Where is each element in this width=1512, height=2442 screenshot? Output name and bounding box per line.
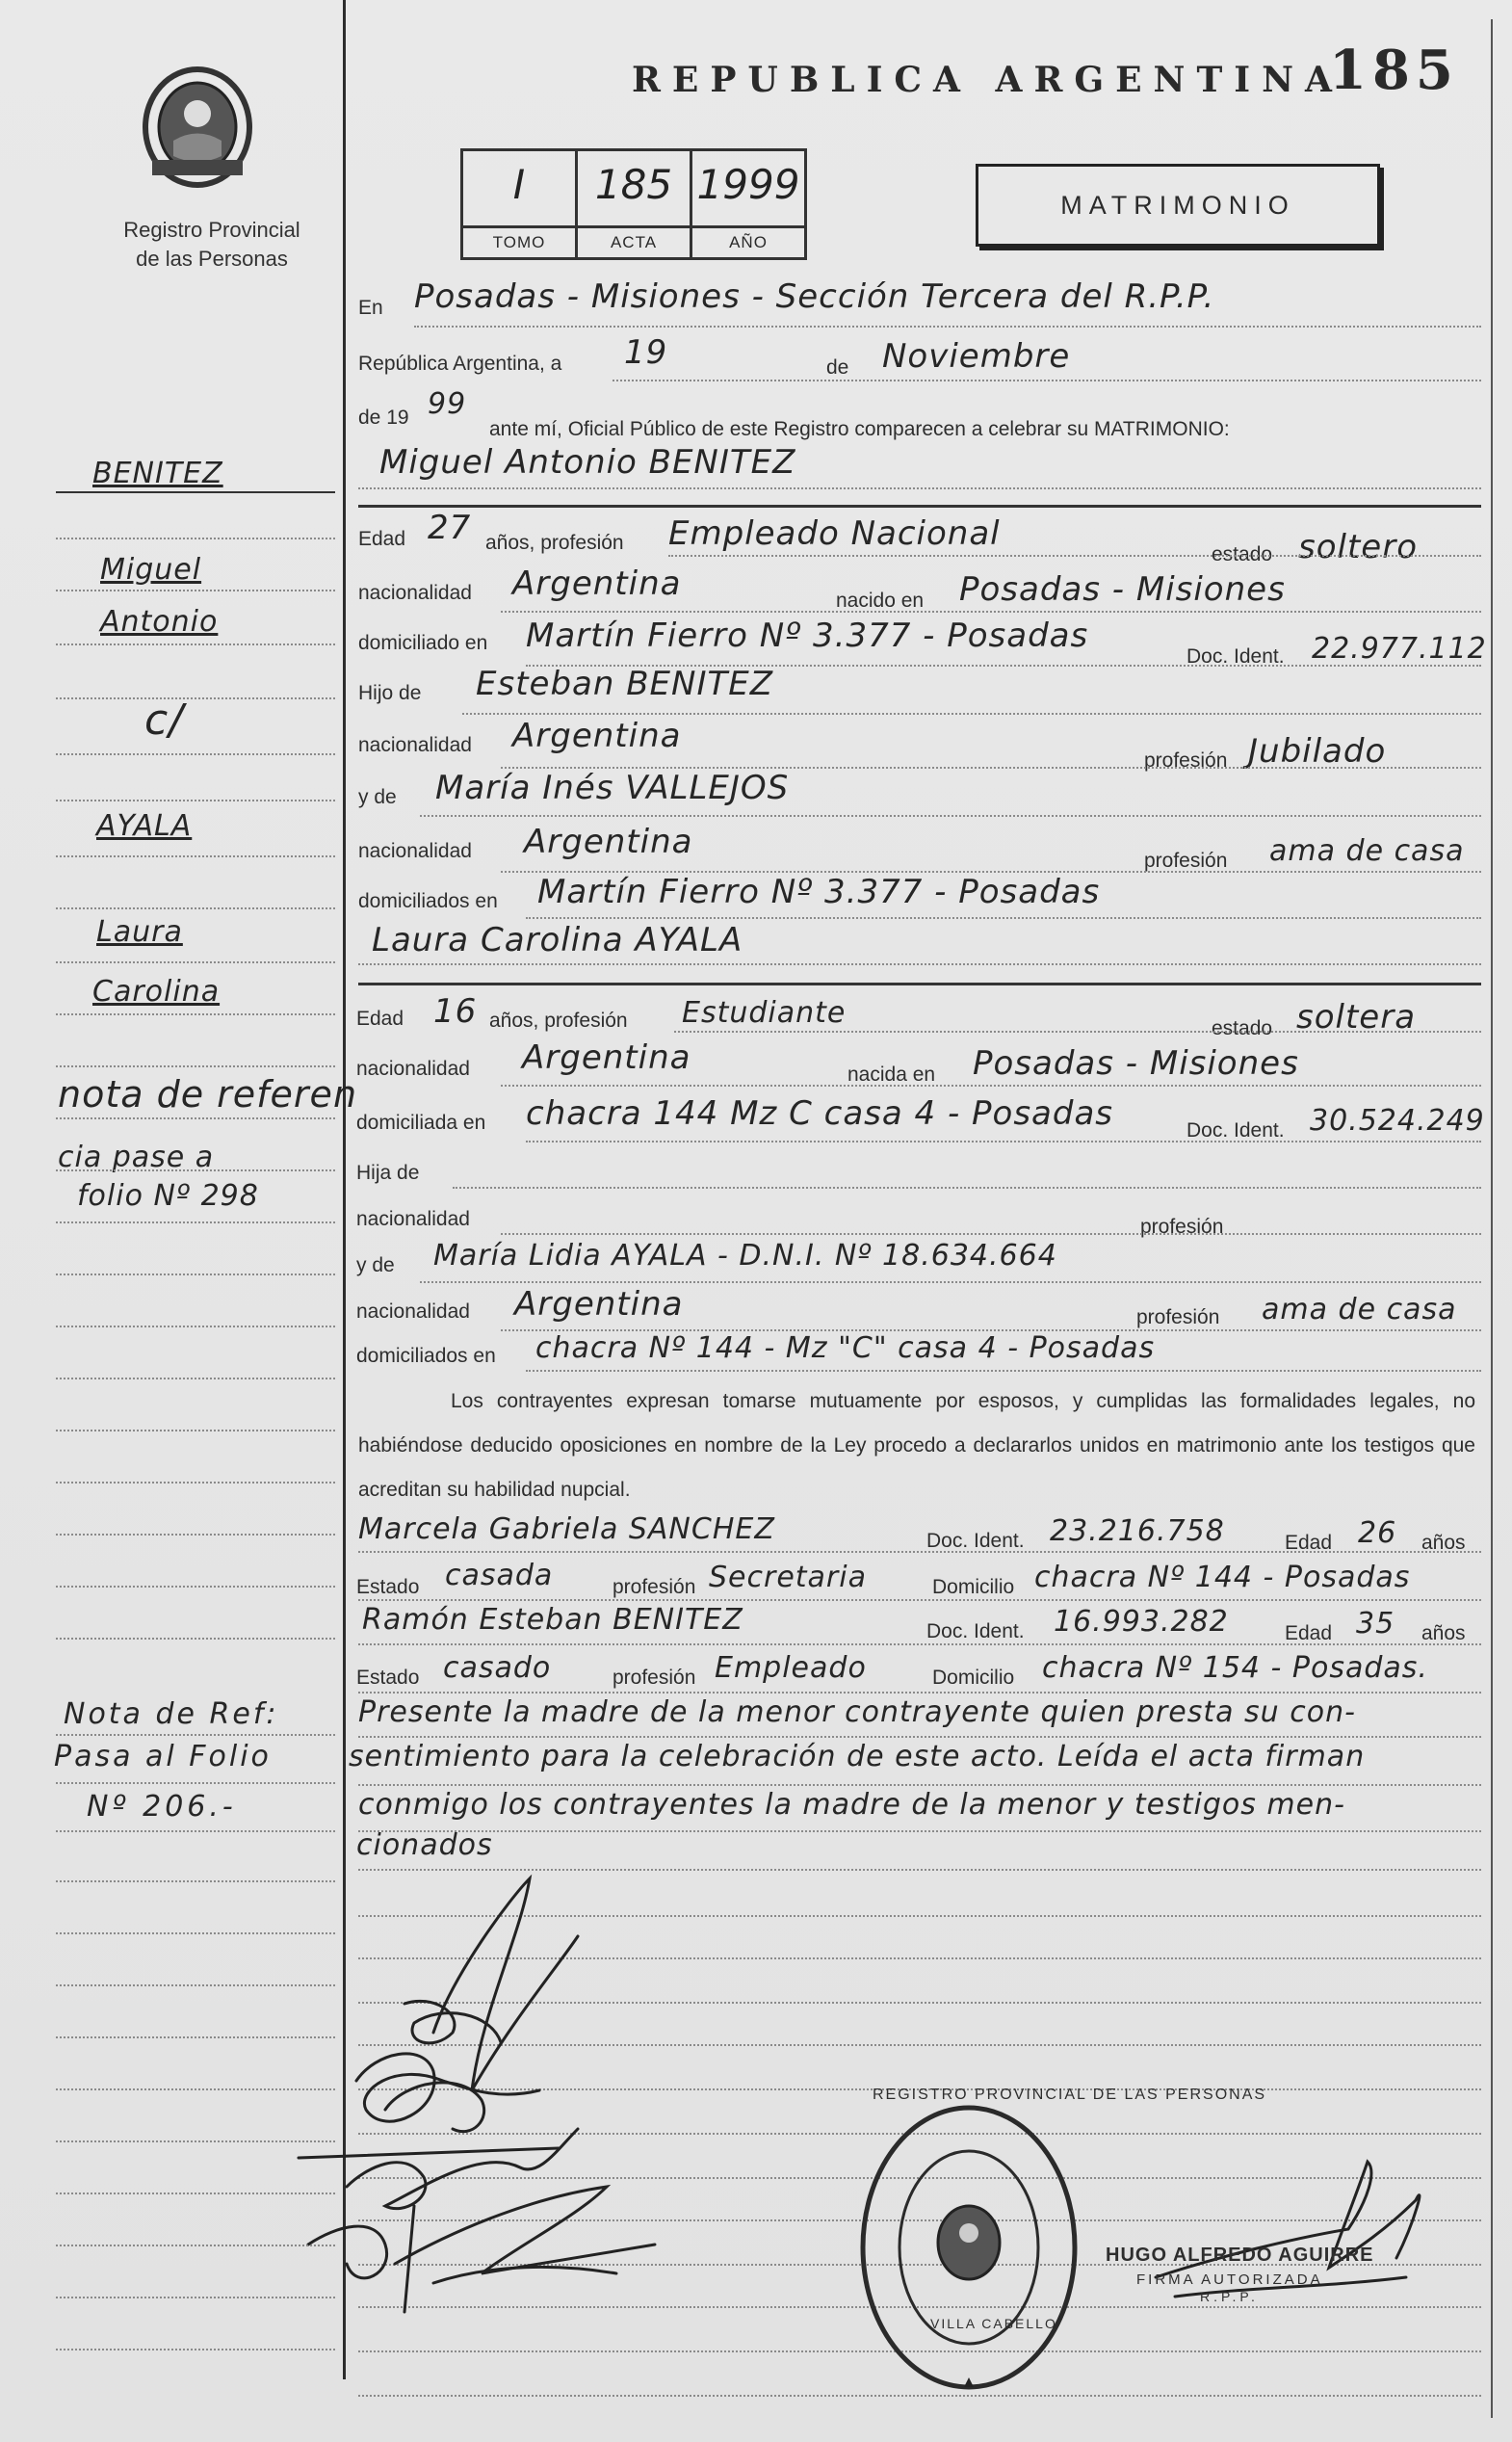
acta-label: ACTA	[578, 225, 690, 257]
tomo-cell	[463, 151, 578, 257]
ano-cell	[692, 151, 804, 257]
margin-bride-surname: AYALA	[96, 809, 193, 843]
official-signature	[1136, 2142, 1445, 2335]
groom-mother: María Inés VALLEJOS	[435, 769, 790, 807]
bride-nationality: Argentina	[522, 1038, 691, 1077]
witness2-estado: casado	[443, 1651, 552, 1685]
signatures-drawing	[289, 1859, 828, 2341]
witness1-address: chacra Nº 144 - Posadas	[1034, 1561, 1411, 1594]
groom-mother-nat-label: nacionalidad	[358, 840, 472, 862]
official-name: HUGO ALFREDO AGUIRRE	[1106, 2245, 1374, 2266]
groom-hijo-label: Hijo de	[358, 682, 422, 704]
bride-mother: María Lidia AYALA - D.N.I. Nº 18.634.664	[433, 1239, 1057, 1273]
stamp-inner-text: VILLA CABELLO	[930, 2316, 1057, 2331]
groom-doc-label: Doc. Ident.	[1186, 645, 1285, 668]
groom-mother-profession: ama de casa	[1269, 834, 1465, 868]
declaration-text: Los contrayentes expresan tomarse mutuamente por esposos, y cumplidas las formalidades legales, no habiéndose deducido oposiciones en nombre de la Ley procedo a declararlos unidos en matrimonio ante los testigos que acreditan su habilidad nupcial.	[358, 1390, 1475, 1501]
notes-line-3: conmigo los contrayentes la madre de la menor y testigos men-	[358, 1788, 1345, 1822]
bride-name: Laura Carolina AYALA	[372, 921, 743, 959]
bride-civil-status: soltera	[1296, 998, 1417, 1037]
witness1-dom-label: Domicilio	[932, 1576, 1015, 1598]
bride-anos-label: años, profesión	[489, 1010, 628, 1032]
witness1-anos-label: años	[1421, 1532, 1466, 1554]
bride-mother-nationality: Argentina	[514, 1285, 684, 1324]
groom-father-nationality: Argentina	[512, 717, 682, 755]
notes-line-1: Presente la madre de la menor contrayente quien presta su con-	[358, 1695, 1356, 1729]
tomo-label: TOMO	[463, 225, 575, 257]
bride-profession: Estudiante	[682, 996, 847, 1030]
bride-age: 16	[433, 992, 478, 1031]
margin-bride-second: Carolina	[92, 975, 221, 1009]
bride-doc-label: Doc. Ident.	[1186, 1119, 1285, 1142]
witness2-anos-label: años	[1421, 1622, 1466, 1644]
groom-parents-address: Martín Fierro Nº 3.377 - Posadas	[537, 873, 1101, 911]
de-label: de	[826, 356, 849, 379]
witness2-doc-label: Doc. Ident.	[926, 1620, 1025, 1642]
witness2-prof-label: profesión	[613, 1667, 696, 1689]
groom-edad-label: Edad	[358, 528, 406, 550]
province-seal-icon	[135, 64, 260, 193]
margin-note2-line1: Nota de Ref:	[64, 1697, 279, 1731]
bride-parents-address: chacra Nº 144 - Mz "C" casa 4 - Posadas	[535, 1331, 1156, 1365]
groom-nat-label: nacionalidad	[358, 582, 472, 604]
ano-value: 1999	[696, 161, 800, 208]
witness2-age: 35	[1356, 1607, 1395, 1641]
ano-label: AÑO	[692, 225, 804, 257]
margin-groom-first: Miguel	[100, 553, 202, 587]
bride-nat-label: nacionalidad	[356, 1058, 470, 1080]
groom-doc: 22.977.112	[1312, 632, 1487, 666]
witness2-address: chacra Nº 154 - Posadas.	[1042, 1651, 1428, 1685]
groom-mother-prof-label: profesión	[1144, 850, 1228, 872]
year-suffix: 99	[428, 387, 467, 421]
place-value: Posadas - Misiones - Sección Tercera del R.P.P.	[414, 277, 1215, 316]
witness1-estado: casada	[445, 1559, 554, 1592]
acta-cell	[578, 151, 692, 257]
groom-birthplace: Posadas - Misiones	[959, 570, 1286, 609]
registry-name-line1: Registro Provincial	[123, 218, 300, 242]
witness1-doc-label: Doc. Ident.	[926, 1530, 1025, 1552]
groom-father-profession: Jubilado	[1248, 732, 1387, 771]
groom-estado-label: estado	[1212, 543, 1273, 565]
witness1-estado-label: Estado	[356, 1576, 420, 1598]
witness2-estado-label: Estado	[356, 1667, 420, 1689]
bride-doc: 30.524.249	[1310, 1104, 1485, 1138]
margin-note1-line1: nota de referen	[58, 1073, 358, 1116]
witness1-prof-label: profesión	[613, 1576, 696, 1598]
witness2-dom-label: Domicilio	[932, 1667, 1015, 1689]
groom-profession: Empleado Nacional	[668, 514, 1001, 553]
witness1-name: Marcela Gabriela SANCHEZ	[358, 1512, 775, 1546]
groom-anos-label: años, profesión	[485, 532, 624, 554]
groom-father-nat-label: nacionalidad	[358, 734, 472, 756]
margin-note1-line3: folio Nº 298	[77, 1179, 259, 1213]
page-number: 185	[1329, 39, 1459, 102]
tomo-value: I	[512, 161, 526, 208]
groom-father-prof-label: profesión	[1144, 749, 1228, 772]
record-type-box: MATRIMONIO	[976, 164, 1380, 247]
groom-civil-status: soltero	[1298, 528, 1418, 566]
groom-name: Miguel Antonio BENITEZ	[379, 443, 796, 482]
bride-mother-prof-label: profesión	[1136, 1306, 1220, 1328]
margin-note2-line2: Pasa al Folio	[54, 1740, 272, 1773]
record-number-box	[460, 148, 807, 260]
bride-edad-label: Edad	[356, 1008, 404, 1030]
witness1-edad-label: Edad	[1285, 1532, 1333, 1554]
groom-age: 27	[428, 509, 472, 547]
registry-name-line2: de las Personas	[136, 247, 288, 271]
groom-yde-label: y de	[358, 786, 397, 808]
bride-estado-label: estado	[1212, 1017, 1273, 1039]
bride-yde-label: y de	[356, 1254, 395, 1276]
bride-address: chacra 144 Mz C casa 4 - Posadas	[526, 1094, 1114, 1133]
bride-dom-label: domiciliada en	[356, 1112, 486, 1134]
year-prefix: de 19	[358, 407, 409, 429]
witness1-doc: 23.216.758	[1050, 1514, 1225, 1548]
bride-mother-nat-label: nacionalidad	[356, 1300, 470, 1323]
notes-line-2: sentimiento para la celebración de este acto. Leída el acta firman	[349, 1740, 1366, 1773]
witness2-name: Ramón Esteban BENITEZ	[362, 1603, 743, 1637]
right-border-line	[1491, 19, 1493, 2418]
month-value: Noviembre	[882, 337, 1071, 376]
bride-parents-dom-label: domiciliados en	[356, 1345, 496, 1367]
bride-hija-label: Hija de	[356, 1162, 420, 1184]
stamp-round-text: REGISTRO PROVINCIAL DE LAS PERSONAS	[873, 2087, 1267, 2103]
groom-father: Esteban BENITEZ	[476, 665, 774, 703]
groom-dom-label: domiciliado en	[358, 632, 488, 654]
margin-bride-first: Laura	[96, 915, 183, 949]
groom-parents-dom-label: domiciliados en	[358, 890, 498, 912]
opening-statement: ante mí, Oficial Público de este Registro comparecen a celebrar su MATRIMONIO:	[489, 418, 1230, 440]
republica-label: República Argentina, a	[358, 353, 562, 375]
groom-nationality: Argentina	[512, 565, 682, 603]
official-org: R.P.P.	[1200, 2289, 1259, 2304]
margin-groom-second: Antonio	[100, 605, 219, 639]
groom-address: Martín Fierro Nº 3.377 - Posadas	[526, 617, 1089, 655]
margin-surname: BENITEZ	[92, 457, 223, 490]
groom-nacido-label: nacido en	[836, 590, 925, 612]
day-value: 19	[624, 333, 668, 372]
registry-stamp-icon	[853, 2098, 1084, 2397]
bride-nacida-label: nacida en	[847, 1063, 936, 1086]
witness2-edad-label: Edad	[1285, 1622, 1333, 1644]
bride-father-nat-label: nacionalidad	[356, 1208, 470, 1230]
margin-conjunction: c/	[144, 696, 185, 745]
registry-name	[96, 216, 327, 274]
witness2-doc: 16.993.282	[1054, 1605, 1229, 1639]
margin-note2-line3: Nº 206.-	[87, 1790, 237, 1824]
bride-mother-profession: ama de casa	[1262, 1293, 1457, 1326]
bride-birthplace: Posadas - Misiones	[973, 1044, 1299, 1083]
notes-line-4: cionados	[356, 1828, 493, 1862]
official-title: FIRMA AUTORIZADA	[1136, 2271, 1323, 2288]
country-title: REPUBLICA ARGENTINA	[632, 60, 1343, 100]
witness1-profession: Secretaria	[709, 1561, 867, 1594]
groom-mother-nationality: Argentina	[524, 823, 693, 861]
acta-value: 185	[594, 161, 673, 208]
witness2-profession: Empleado	[715, 1651, 867, 1685]
en-label: En	[358, 297, 383, 319]
bride-father-prof-label: profesión	[1140, 1216, 1224, 1238]
witness1-age: 26	[1358, 1516, 1397, 1550]
margin-note1-line2: cia pase a	[58, 1141, 215, 1174]
